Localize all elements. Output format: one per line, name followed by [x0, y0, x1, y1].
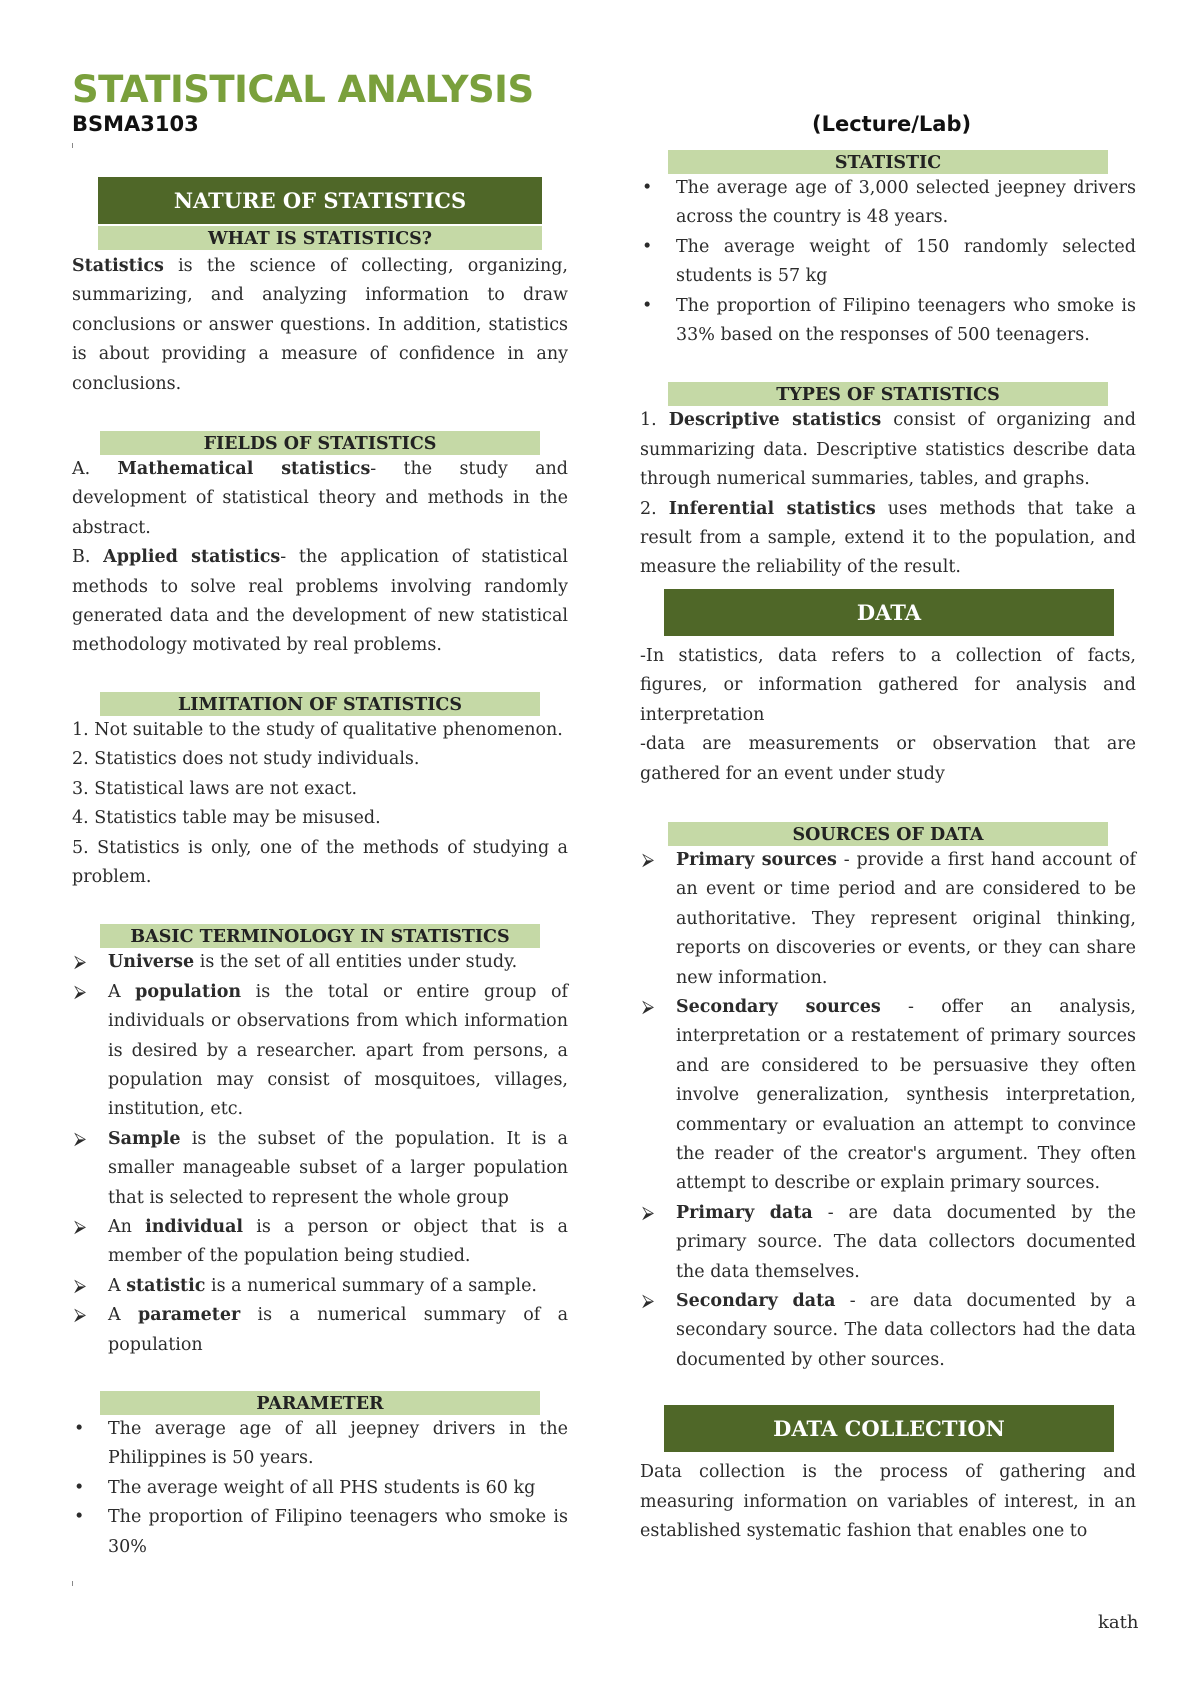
term-text: is the set of all entities under study.: [194, 952, 518, 973]
list-item: [72, 1213, 568, 1272]
arrow-bullet-icon: ⮚: [74, 1128, 87, 1149]
course-type: (Lecture/Lab): [812, 112, 972, 136]
arrow-bullet-icon: ⮚: [642, 1202, 655, 1223]
list-item: [640, 1199, 1136, 1287]
field-mathematical: [72, 455, 568, 543]
term-text: is the subset of the population. It is a smaller manageable subset of a larger population that is selected to represent the whole group: [108, 1128, 568, 1208]
arrow-bullet-icon: ⮚: [642, 849, 655, 870]
types-heading: TYPES OF STATISTICS: [668, 382, 1108, 406]
inferential-term: Inferential statistics: [668, 498, 876, 519]
list-item: [640, 1287, 1136, 1375]
statistic-example: The average age of 3,000 selected jeepney drivers across the country is 48 years.: [676, 178, 1136, 228]
inferential-statistics: [640, 495, 1136, 583]
limitation-item: 4. Statistics table may be misused.: [72, 808, 381, 829]
descriptive-term: Descriptive statistics: [668, 410, 882, 431]
data-definition-1: -In statistics, data refers to a collection of facts, figures, or information gathered for analysis and interpretation: [640, 645, 1136, 725]
source-text: - are data documented by the primary source. The data collectors documented the data themselves.: [676, 1202, 1136, 1282]
list-item: [640, 233, 1136, 292]
primary-sources-term: Primary sources: [676, 849, 837, 870]
arrow-bullet-icon: ⮚: [74, 1275, 87, 1296]
bullet-icon: •: [74, 1477, 85, 1498]
arrow-bullet-icon: ⮚: [74, 1305, 87, 1326]
data-collection-heading: DATA COLLECTION: [664, 1405, 1114, 1452]
statistic-example: The average weight of 150 randomly selected students is 57 kg: [676, 236, 1136, 287]
bullet-icon: •: [642, 178, 653, 198]
arrow-bullet-icon: ⮚: [74, 981, 87, 1002]
field-a-prefix: A.: [72, 459, 118, 480]
parameter-example: The proportion of Filipino teenagers who smoke is 30%: [108, 1507, 568, 1557]
sample-term: Sample: [108, 1128, 181, 1149]
statistics-definition-text: is the science of collecting, organizing, summarizing, and analyzing information to draw conclusions or answer questions. In addition, statistics is about providing a measure of confidence in any conclusions.: [72, 256, 568, 394]
type-prefix: 2.: [640, 498, 669, 519]
arrow-bullet-icon: ⮚: [74, 1216, 87, 1237]
population-term: population: [135, 981, 242, 1002]
bullet-icon: •: [642, 236, 653, 257]
statistic-term: statistic: [126, 1275, 206, 1296]
universe-term: Universe: [108, 952, 195, 973]
sources-list: [640, 846, 1136, 1375]
limitation-item: 3. Statistical laws are not exact.: [72, 778, 358, 799]
term-prefix: A: [108, 981, 136, 1002]
statistics-definition: [72, 252, 568, 399]
list-item: [640, 993, 1136, 1199]
arrow-bullet-icon: ⮚: [642, 996, 655, 1017]
statistic-heading: STATISTIC: [668, 150, 1108, 174]
term-prefix: A: [108, 1305, 138, 1326]
what-is-statistics-heading: WHAT IS STATISTICS?: [98, 226, 542, 250]
terminology-heading: BASIC TERMINOLOGY IN STATISTICS: [100, 924, 540, 948]
arrow-bullet-icon: ⮚: [642, 1291, 655, 1311]
term-text: is the total or entire group of individuals or observations from which information is desired by a researcher. apart from persons, a population may consist of mosquitoes, villages, institution, etc.: [108, 981, 569, 1120]
secondary-data-term: Secondary data: [676, 1291, 836, 1311]
source-text: - offer an analysis, interpretation or a restatement of primary sources and are considered to be persuasive they often involve generalization, synthesis interpretation, commentary or evaluation an attempt to convince the reader of the creator's argument. They often attempt to describe or explain primary sources.: [676, 996, 1136, 1194]
source-text: - are data documented by a secondary source. The data collectors had the data documented by other sources.: [676, 1291, 1136, 1370]
list-item: [72, 1415, 568, 1474]
term-text: is a numerical summary of a sample.: [205, 1275, 537, 1296]
field-applied: [72, 543, 568, 661]
sources-heading: SOURCES OF DATA: [668, 822, 1108, 846]
descriptive-text: consist of organizing and summarizing data. Descriptive statistics describe data through numerical summaries, tables, and graphs.: [640, 410, 1136, 490]
field-b-prefix: B.: [72, 547, 104, 568]
term-text: is a numerical summary of a population: [108, 1305, 569, 1355]
limitation-list: [72, 716, 568, 892]
list-item: [640, 174, 1136, 233]
parameter-example: The average age of all jeepney drivers in the Philippines is 50 years.: [108, 1419, 568, 1469]
list-item: [72, 1301, 568, 1360]
arrow-bullet-icon: ⮚: [74, 952, 87, 973]
primary-data-term: Primary data: [676, 1202, 813, 1223]
inferential-text: uses methods that take a result from a sample, extend it to the population, and measure the reliability of the result.: [640, 498, 1136, 578]
term-text: is a person or object that is a member of the population being studied.: [108, 1216, 568, 1267]
term-prefix: A: [108, 1275, 127, 1296]
list-item: [72, 978, 568, 1125]
mathematical-term: Mathematical statistics: [117, 459, 371, 480]
list-item: [640, 846, 1136, 993]
applied-term: Applied statistics: [103, 547, 281, 568]
applied-text: - the application of statistical methods to solve real problems involving randomly generated data and the development of new statistical methodology motivated by real problems.: [72, 547, 568, 656]
right-column: [640, 150, 1136, 1546]
statistic-list: [640, 174, 1136, 350]
limitation-item: 2. Statistics does not study individuals.: [72, 749, 420, 770]
limitation-item: 5. Statistics is only, one of the methods of studying a problem.: [72, 837, 568, 887]
parameter-term: parameter: [137, 1305, 241, 1326]
mathematical-text: - the study and development of statistical theory and methods in the abstract.: [72, 459, 569, 538]
secondary-sources-term: Secondary sources: [676, 996, 881, 1017]
data-heading: DATA: [664, 589, 1114, 636]
list-item: [640, 292, 1136, 351]
individual-term: individual: [145, 1216, 244, 1237]
limitation-item: 1. Not suitable to the study of qualitative phenomenon.: [72, 719, 563, 740]
list-item: [72, 1474, 568, 1503]
list-item: [72, 1503, 568, 1562]
term-prefix: An: [108, 1216, 146, 1237]
type-prefix: 1.: [640, 410, 669, 431]
list-item: [72, 1272, 568, 1301]
course-code: BSMA3103: [72, 112, 199, 136]
bullet-icon: •: [642, 295, 653, 316]
document-title: STATISTICAL ANALYSIS: [72, 68, 534, 111]
statistics-term: Statistics: [72, 256, 164, 276]
page-mark: [72, 143, 73, 148]
source-text: - provide a first hand account of an event or time period and are considered to be authoritative. They represent original thinking, reports on discoveries or events, or they can share new information.: [676, 849, 1136, 988]
nature-section: [98, 177, 542, 250]
descriptive-statistics: [640, 406, 1136, 494]
nature-heading: NATURE OF STATISTICS: [98, 177, 542, 224]
data-collection-text: Data collection is the process of gathering and measuring information on variables of interest, in an established systematic fashion that enables one to: [640, 1462, 1136, 1542]
parameter-example: The average weight of all PHS students is 60 kg: [108, 1477, 536, 1498]
bullet-icon: •: [74, 1419, 85, 1439]
terminology-list: [72, 948, 568, 1360]
bullet-icon: •: [74, 1507, 85, 1528]
data-definition-2: -data are measurements or observation that are gathered for an event under study: [640, 734, 1136, 784]
fields-heading: FIELDS OF STATISTICS: [100, 431, 540, 455]
page-mark: [72, 1581, 73, 1586]
parameter-list: [72, 1415, 568, 1562]
limitation-heading: LIMITATION OF STATISTICS: [100, 692, 540, 716]
parameter-heading: PARAMETER: [100, 1391, 540, 1415]
author-footer: kath: [1098, 1612, 1139, 1633]
list-item: [72, 948, 568, 977]
statistic-example: The proportion of Filipino teenagers who smoke is 33% based on the responses of 500 teenagers.: [676, 295, 1136, 346]
list-item: [72, 1125, 568, 1213]
left-column: [72, 177, 568, 1562]
